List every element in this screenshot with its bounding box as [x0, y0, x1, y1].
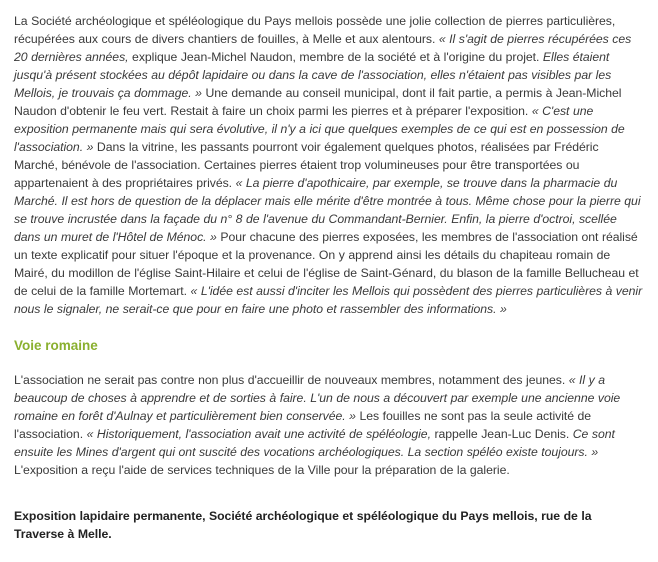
p1-text-2: explique Jean-Michel Naudon, membre de la société et à l'origine du projet.	[128, 50, 543, 64]
p1-text-3: Une demande au conseil municipal, dont il fait partie, a permis à Jean-Michel Naudon d'obtenir le feu vert. Restait à faire un choix parmi les pierres et à préparer l'exposition.	[14, 86, 622, 118]
p1-quote-4: « La pierre d'apothicaire, par exemple, se trouve dans la pharmacie du Marché. Il est hors de question de la déplacer mais elle mérite d'être montrée à tous. Même chose pour la pierre qui se trouve incrustée dans la façade du n° 8 de l'avenue du Commandant-Bernier. Enfin, la pierre d'octroi, scellée dans un muret de l'Hôtel de Ménoc. »	[14, 176, 641, 244]
p2-quote-3: Ce sont ensuite les Mines d'argent qui ont suscité des vocations archéologiques. La section spéléo existe toujours. »	[14, 427, 615, 459]
section-heading: Voie romaine	[14, 338, 98, 353]
article-paragraph-1	[14, 12, 644, 318]
p2-text-4: L'exposition a reçu l'aide de services techniques de la Ville pour la préparation de la galerie.	[14, 463, 510, 477]
p2-text-3: rappelle Jean-Luc Denis.	[430, 427, 573, 441]
p2-quote-1: « Il y a beaucoup de choses à apprendre et de sorties à faire. L'un de nous a découvert par exemple une ancienne voie romaine en forêt d'Aulnay et particulièrement bien conservée. »	[14, 373, 621, 423]
p1-text-4: Dans la vitrine, les passants pourront voir également quelques photos, réalisées par Frédéric Marché, bénévole de l'association. Certaines pierres étaient trop volumineuses pour être transportées ou appartenaient à des propriétaires privés.	[14, 140, 599, 190]
article-paragraph-2	[14, 371, 644, 479]
p1-text-1: La Société archéologique et spéléologique du Pays mellois possède une jolie collection de pierres particulières, récupérées aux cours de divers chantiers de fouilles, à Melle et aux alentours.	[14, 14, 616, 46]
p1-quote-3: « C'est une exposition permanente mais qui sera évolutive, il n'y a ici que quelques exemples de ce qui est en possession de l'association. »	[14, 104, 625, 154]
p2-text-2: Les fouilles ne sont pas la seule activité de l'association.	[14, 409, 592, 441]
p1-quote-1: « Il s'agit de pierres récupérées ces 20 dernières années,	[14, 32, 632, 64]
p1-quote-2: Elles étaient jusqu'à présent stockées au dépôt lapidaire ou dans la cave de l'association, elles n'étaient pas visibles par les Mellois, je trouvais ça dommage. »	[14, 50, 612, 100]
p2-text-1: L'association ne serait pas contre non plus d'accueillir de nouveaux membres, notamment des jeunes.	[14, 373, 569, 387]
p2-quote-2: « Historiquement, l'association avait une activité de spéléologie,	[86, 427, 431, 441]
p1-quote-5: « L'idée est aussi d'inciter les Mellois qui possèdent des pierres particulières à venir nous le signaler, ne serait-ce que pour en faire une photo et rassembler des informations. »	[14, 284, 643, 316]
p1-text-5: Pour chacune des pierres exposées, les membres de l'association ont réalisé un texte explicatif pour situer l'époque et la provenance. On y apprend ainsi les détails du chapiteau romain de Mairé, du modillon de l'église Saint-Hilaire et celui de l'église de Saint-Génard, du blason de la famille Bellucheau et de celui de la famille Mortemart.	[14, 230, 639, 298]
exhibition-info: Exposition lapidaire permanente, Société archéologique et spéléologique du Pays mellois, rue de la Traverse à Melle.	[14, 509, 592, 541]
